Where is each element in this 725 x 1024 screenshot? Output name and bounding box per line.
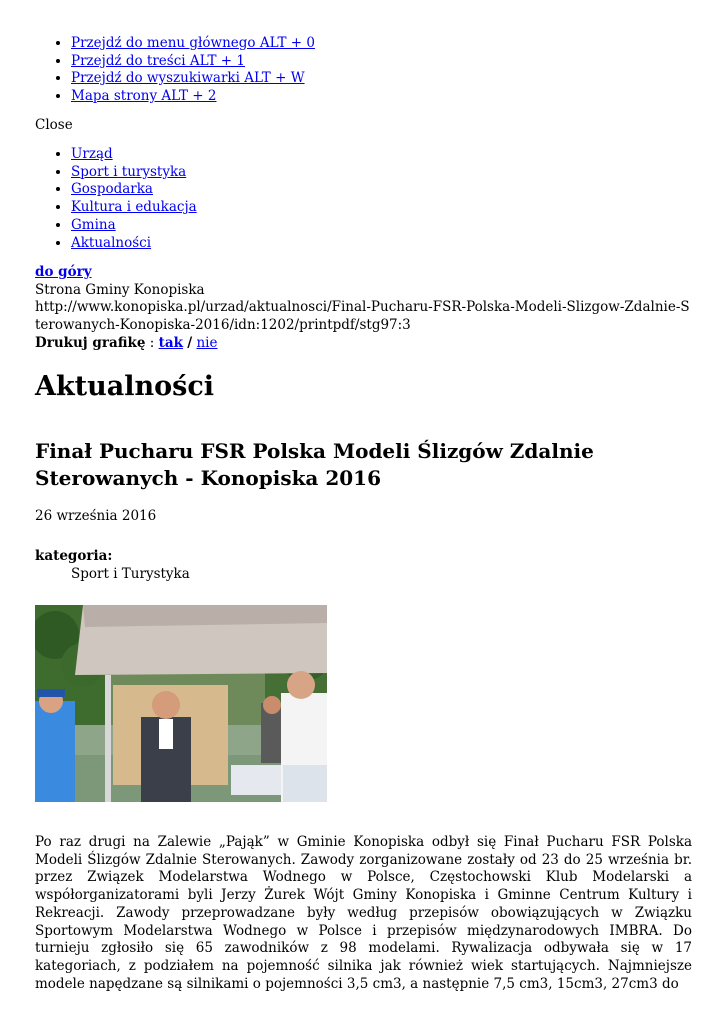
category-value: Sport i Turystyka bbox=[71, 566, 190, 582]
menu-link-urzad[interactable]: Urząd bbox=[71, 146, 113, 162]
site-name: Strona Gminy Konopiska bbox=[35, 281, 205, 298]
print-graphics-separator: / bbox=[187, 334, 193, 351]
skip-to-search-link[interactable]: Przejdź do wyszukiwarki ALT + W bbox=[71, 70, 305, 87]
close-label: Close bbox=[35, 117, 73, 133]
menu-item bbox=[71, 217, 197, 235]
skip-link-item bbox=[71, 88, 315, 106]
menu-item bbox=[71, 181, 197, 199]
skip-link-item bbox=[71, 53, 315, 71]
event-photo-illustration bbox=[35, 605, 327, 802]
article-photo bbox=[35, 605, 327, 802]
back-to-top-link[interactable]: do góry bbox=[35, 264, 92, 280]
menu-item bbox=[71, 164, 197, 182]
category-label: kategoria: bbox=[35, 548, 113, 564]
menu-link-gmina[interactable]: Gmina bbox=[71, 216, 116, 233]
menu-item bbox=[71, 235, 197, 253]
print-graphics-colon: : bbox=[149, 334, 155, 351]
skip-to-content-link[interactable]: Przejdź do treści ALT + 1 bbox=[71, 52, 245, 69]
print-graphics-yes-link[interactable]: tak bbox=[158, 334, 183, 351]
print-header bbox=[35, 264, 695, 353]
skip-to-main-menu-link[interactable]: Przejdź do menu głównego ALT + 0 bbox=[71, 35, 315, 51]
print-graphics-row bbox=[35, 335, 695, 353]
menu-item bbox=[71, 146, 197, 164]
skip-link-item bbox=[71, 35, 315, 53]
menu-link-sport[interactable]: Sport i turystyka bbox=[71, 163, 187, 180]
sitemap-link[interactable]: Mapa strony ALT + 2 bbox=[71, 88, 217, 105]
menu-item bbox=[71, 199, 197, 217]
print-graphics-label: Drukuj grafikę bbox=[35, 334, 146, 351]
article-title: Finał Pucharu FSR Polska Modeli Ślizgów Zdalnie Sterowanych - Konopiska 2016 bbox=[35, 439, 594, 490]
section-title: Aktualności bbox=[35, 371, 215, 402]
article-body: Po raz drugi na Zalewie „Pająk” w Gminie Konopiska odbył się Finał Pucharu FSR Polska Modeli Ślizgów Zdalnie Sterowanych. Zawody zorganizowane zostały od 23 do 25 września br. przez Związek Modelarstwa Wodnego w Polsce, Częstochowski Klub Modelarski a współorganizatorami byli Jerzy Żurek Wójt Gminy Konopiska i Gminne Centrum Kultury i Rekreacji. Zawody przeprowadzane były według przepisów obowiązujących w Związku Sportowym Modelarstwa Wodnego w Polsce i przepisów międzynarodowych IMBRA. Do turnieju zgłosiło się 65 zawodników z 98 modelami. Rywalizacja odbywała się w 17 kategoriach, z podziałem na pojemność silnika jak również wiek startujących. Najmniejsze modele napędzane są silnikami o pojemności 3,5 cm3, a następnie 7,5 cm3, 15cm3, 27cm3 do bbox=[35, 834, 692, 992]
article-date: 26 września 2016 bbox=[35, 508, 157, 524]
skip-links bbox=[35, 35, 315, 106]
skip-link-item bbox=[71, 70, 315, 88]
menu-link-kultura[interactable]: Kultura i edukacja bbox=[71, 199, 197, 216]
page-url: http://www.konopiska.pl/urzad/aktualnosci/Final-Pucharu-FSR-Polska-Modeli-Slizgow-Zdalnie-Sterowanych-Konopiska-2016/idn:1202/printpdf/stg97:3 bbox=[35, 299, 690, 334]
menu-link-aktualnosci[interactable]: Aktualności bbox=[71, 234, 152, 251]
menu-link-gospodarka[interactable]: Gospodarka bbox=[71, 181, 153, 198]
main-menu bbox=[35, 146, 197, 252]
print-graphics-no-link[interactable]: nie bbox=[196, 334, 218, 351]
